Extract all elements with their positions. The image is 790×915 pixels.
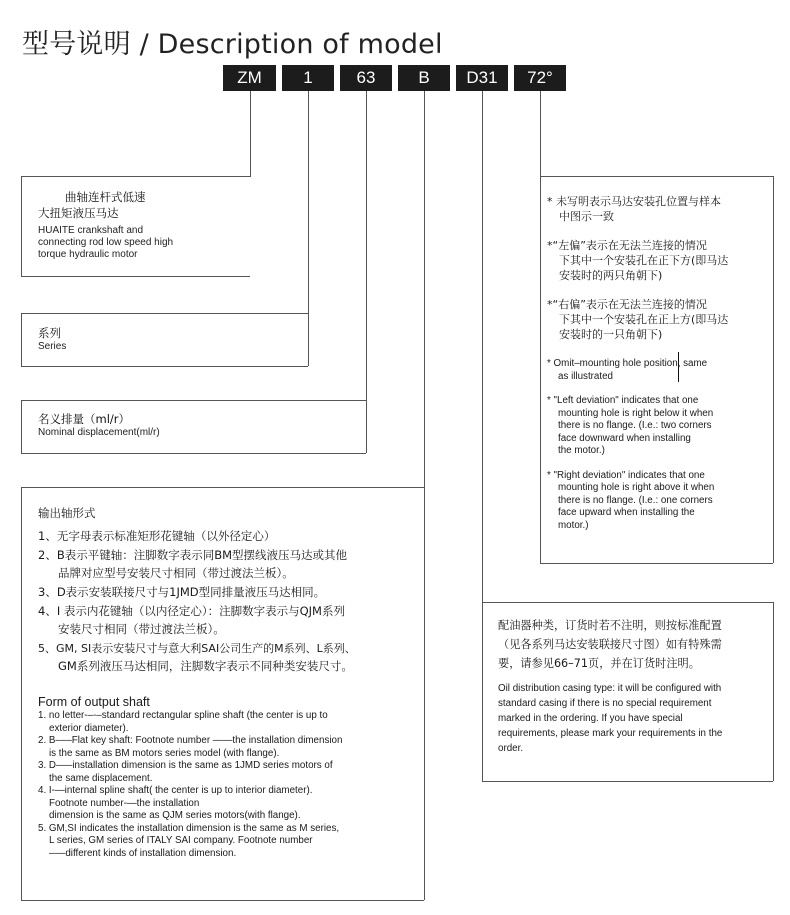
angle-en-text: as illustrated: [558, 370, 613, 382]
casing-cn-line: 配油器种类，订货时若不注明，则按标准配置: [498, 619, 722, 632]
box-motor-type: [38, 189, 243, 261]
shaft-en-item: –––different kinds of installation dimension.: [49, 847, 237, 859]
angle-en-note: [547, 395, 769, 458]
code-box-shaft: B: [398, 65, 450, 91]
box-series-bottom-border: [21, 366, 308, 367]
shaft-cn-item: 2、B表示平键轴：注脚数字表示同BM型摆线液压马达或其他: [38, 548, 348, 562]
shaft-cn-item: 4、I 表示内花键轴（以内径定心）：注脚数字表示与QJM系列: [38, 604, 345, 618]
shaft-en-title: Form of output shaft: [38, 695, 150, 709]
box-angle-bottom-border: [540, 563, 773, 564]
box-casing-bottom-border: [482, 781, 773, 782]
type-en-line3: torque hydraulic motor: [38, 249, 138, 260]
angle-cn-text: *“左偏”表示在无法兰连接的情况: [547, 239, 707, 252]
box-casing-top-border: [482, 602, 773, 603]
angle-en-text: face downward when installing: [558, 432, 691, 444]
box-displacement: [38, 411, 160, 439]
shaft-cn-item: 1、无字母表示标准矩形花键轴（以外径定心）: [38, 529, 276, 543]
box-displacement-bottom-border: [21, 453, 366, 454]
leader-line-type: [250, 91, 251, 177]
box-angle-right-border: [773, 176, 774, 563]
shaft-en-item: exterior diameter).: [49, 722, 129, 734]
code-box-displacement: 63: [340, 65, 392, 91]
type-en-line2: connecting rod low speed high: [38, 237, 174, 248]
angle-en-text: mounting hole is right above it when: [558, 482, 715, 493]
displacement-cn: 名义排量（ml/r）: [38, 412, 130, 426]
leader-line-shaft: [424, 91, 425, 900]
shaft-en-item: dimension is the same as QJM series motors(with flange).: [49, 810, 301, 821]
box-output-shaft: [38, 506, 423, 860]
leader-line-displacement: [366, 91, 367, 453]
angle-cn-text: * 未写明表示马达安装孔位置与样本: [547, 195, 721, 208]
angle-cn-text: 安装时的两只角朝下): [559, 269, 663, 282]
angle-en-text: there is no flange. (I.e.: two corners: [558, 420, 712, 431]
box-displacement-top-border: [21, 400, 366, 401]
shaft-en-item: 4. I-—internal spline shaft( the center is up to interior diameter).: [38, 785, 313, 796]
code-box-type: ZM: [223, 65, 276, 91]
shaft-cn-item: 安装尺寸相同（带过渡法兰板）。: [58, 622, 225, 636]
box-shaft-bottom-border: [21, 900, 424, 901]
shaft-cn-item: 5、GM, SI表示安装尺寸与意大利SAI公司生产的M系列、L系列、: [38, 642, 356, 655]
box-series: [38, 325, 66, 353]
shaft-cn-item: GM系列液压马达相同，注脚数字表示不同种类安装尺寸。: [58, 659, 353, 673]
shaft-en-item: 1. no letter-–-–standard rectangular spline shaft (the center is up to: [38, 710, 328, 721]
box-displacement-left-border: [21, 400, 22, 453]
angle-cn-note: [547, 297, 769, 342]
shaft-cn-item: 3、D表示安装联接尺寸与1JMD型同排量液压马达相同。: [38, 585, 326, 599]
box-series-left-border: [21, 313, 22, 366]
box-casing-right-border: [773, 602, 774, 781]
box-shaft-top-border: [21, 487, 424, 488]
box-type-top-border: [21, 176, 250, 177]
casing-en-line: standard casing if there is no special requirement: [498, 698, 712, 709]
series-en: Series: [38, 341, 67, 352]
box-series-top-border: [21, 313, 308, 314]
shaft-en-item: 2. B–––Flat key shaft: Footnote number ——the installation dimension: [38, 735, 343, 746]
box-casing: [498, 616, 770, 756]
box-type-left-border: [21, 176, 22, 276]
box-angle-top-border: [540, 176, 773, 177]
shaft-cn-title: 输出轴形式: [38, 506, 96, 520]
leader-line-casing: [482, 91, 483, 781]
leader-line-series: [308, 91, 309, 366]
casing-cn-line: （见各系列马达安装联接尺寸图）如有特殊需: [498, 638, 722, 651]
casing-en-line: order.: [498, 743, 524, 754]
angle-en-text: * Omit–mounting hole position, same: [547, 358, 708, 369]
casing-en-line: requirements, please mark your requirements in the: [498, 728, 723, 739]
angle-cn-note: [547, 238, 769, 283]
shaft-cn-item: 品牌对应型号安装尺寸相同（带过渡法兰板）。: [58, 566, 294, 580]
casing-cn-line: 要，请参见66–71页，并在订货时注明。: [498, 657, 700, 670]
casing-en-line: Oil distribution casing type: it will be configured with: [498, 683, 722, 694]
leader-line-angle: [540, 91, 541, 563]
shaft-en-item: the same displacement.: [49, 772, 153, 784]
angle-en-text: mounting hole is right below it when: [558, 407, 714, 419]
angle-en-note: [547, 470, 769, 533]
shaft-en-item: Footnote number-—the installation: [49, 797, 200, 809]
type-en-line1: HUAITE crankshaft and: [38, 225, 144, 236]
angle-cn-text: 安装时的一只角朝下): [559, 328, 663, 341]
angle-cn-text: *“右偏”表示在无法兰连接的情况: [547, 298, 707, 311]
series-cn: 系列: [38, 326, 61, 340]
type-cn-line1: 曲轴连杆式低速: [65, 190, 146, 204]
angle-cn-text: 下其中一个安装孔在正上方(即马达: [559, 313, 729, 326]
angle-en-text: face upward when installing the: [558, 507, 695, 518]
angle-en-text: there is no flange. (I.e.: one corners: [558, 494, 713, 506]
angle-en-text: * "Right deviation" indicates that one: [547, 469, 705, 481]
angle-cn-text: 下其中一个安装孔在正下方(即马达: [559, 254, 729, 267]
angle-en-text: * "Left deviation" indicates that one: [547, 395, 699, 406]
displacement-en: Nominal displacement(ml/r): [38, 427, 160, 438]
angle-cn-note: [547, 194, 769, 224]
box-angle: [547, 194, 769, 532]
code-box-angle: 72°: [514, 65, 566, 91]
code-box-series: 1: [282, 65, 334, 91]
angle-en-text: the motor.): [558, 445, 605, 456]
box-shaft-left-border: [21, 487, 22, 900]
type-cn-line2: 大扭矩液压马达: [38, 206, 119, 220]
shaft-en-item: 5. GM,SI indicates the installation dimension is the same as M series,: [38, 822, 340, 834]
shaft-en-item: 3. D–––installation dimension is the same as 1JMD series motors of: [38, 760, 333, 771]
page-title: 型号说明 / Description of model: [22, 29, 443, 60]
shaft-en-item: L series, GM series of ITALY SAI company. Footnote number: [49, 835, 313, 846]
angle-en-text: motor.): [558, 519, 589, 531]
angle-cn-text: 中图示一致: [559, 210, 614, 223]
box-type-bottom-border: [21, 276, 250, 277]
shaft-en-item: is the same as BM motors series model (with flange).: [49, 747, 280, 759]
angle-en-note: [547, 358, 769, 383]
code-box-casing: D31: [456, 65, 508, 91]
casing-en-line: marked in the ordering. If you have special: [498, 713, 683, 724]
